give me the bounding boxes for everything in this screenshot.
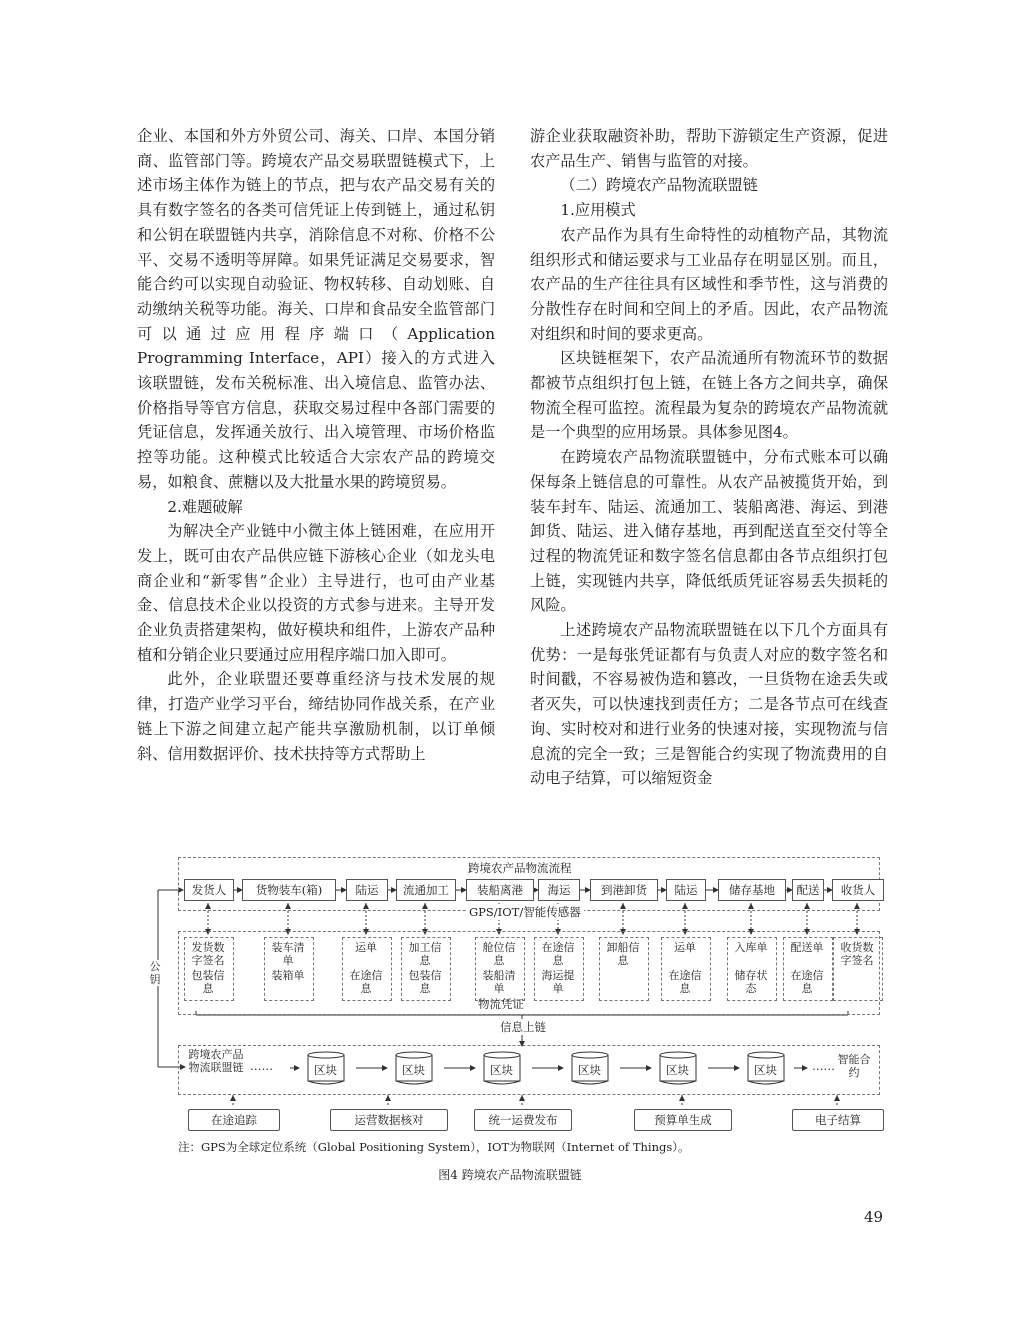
voucher-item: 包装信息 — [191, 969, 225, 995]
right-column-paragraph: 1.应用模式 — [560, 201, 636, 220]
flow-step-box: 收货人 — [832, 879, 884, 901]
voucher-item: 发货数字签名 — [191, 941, 225, 967]
voucher-item: 在途信息 — [541, 941, 575, 967]
smart-contract-label: 智能合约 — [837, 1053, 871, 1079]
voucher-item: 入库单 — [734, 941, 768, 954]
upload-label: 信息上链 — [500, 1020, 546, 1034]
function-tag: 统一运费发布 — [474, 1109, 572, 1131]
voucher-item: 在途信息 — [668, 969, 702, 995]
chain-name: 跨境农产品物流联盟链 — [188, 1048, 244, 1074]
chain-ellipsis-left: …… — [250, 1059, 273, 1073]
block-label: 区块 — [754, 1063, 777, 1077]
block-label: 区块 — [314, 1063, 337, 1077]
function-tag: 在途追踪 — [188, 1109, 280, 1131]
voucher-item: 运单 — [674, 941, 696, 954]
page-number: 49 — [864, 1208, 884, 1226]
voucher-item: 在途信息 — [790, 969, 824, 995]
block-label: 区块 — [578, 1063, 601, 1077]
right-column-paragraph: 游企业获取融资补助，帮助下游锁定生产资源，促进农产品生产、销售与监管的对接。 — [530, 127, 888, 170]
voucher-item: 储存状态 — [734, 969, 768, 995]
right-column-paragraph: 农产品作为具有生命特性的动植物产品，其物流组织形式和储运要求与工业品存在明显区别。而且，农产品的生产往往具有区域性和季节性，这与消费的分散性存在时间和空间上的矛盾。因此，农产品物流对组织和时间的要求更高。 — [530, 225, 888, 343]
flow-title: 跨境农产品物流流程 — [468, 861, 572, 875]
right-column-paragraph: （二）跨境农产品物流联盟链 — [560, 176, 758, 195]
function-tag: 预算单生成 — [634, 1109, 732, 1131]
function-tag: 电子结算 — [792, 1109, 884, 1131]
flow-step-box: 货物装车(箱) — [242, 879, 336, 901]
voucher-item: 装箱单 — [271, 969, 305, 982]
block-label: 区块 — [490, 1063, 513, 1077]
flow-step-box: 装船离港 — [466, 879, 534, 901]
voucher-item: 装船清单 — [482, 969, 516, 995]
sensor-label: GPS/IOT/智能传感器 — [466, 904, 584, 920]
voucher-label: 物流凭证 — [478, 997, 524, 1011]
voucher-item: 加工信息 — [408, 941, 442, 967]
block-label: 区块 — [402, 1063, 425, 1077]
left-column-paragraph: 2.难题破解 — [167, 497, 243, 516]
public-key-label: 公钥 — [149, 960, 161, 986]
figure-caption: 图4 跨境农产品物流联盟链 — [438, 1168, 582, 1182]
voucher-item: 卸船信息 — [606, 941, 640, 967]
flow-step-box: 海运 — [538, 879, 580, 901]
right-column-paragraph: 在跨境农产品物流联盟链中，分布式账本可以确保每条上链信息的可靠性。从农产品被揽货开始，到装车封车、陆运、流通加工、装船离港、海运、到港卸货、陆运、进入储存基地，再到配送直至交付等全过程的物流凭证和数字签名信息都由各节点组织打包上链，实现链内共享，降低纸质凭证容易丢失损耗的风险。 — [530, 448, 888, 615]
left-column-paragraph: 企业、本国和外方外贸公司、海关、口岸、本国分销商、监管部门等。跨境农产品交易联盟链模式下，上述市场主体作为链上的节点，把与农产品交易有关的具有数字签名的各类可信凭证上传到链上，通过私钥和公钥在联盟链内共享，消除信息不对称、价格不公平、交易不透明等屏障。如果凭证满足交易要求，智能合约可以实现自动验证、物权转移、自动划账、自动缴纳关税等功能。海关、口岸和食品安全监管部门可以通过应用程序端口（Application Programming Interface，API）接入的方式进入该联盟链，发布关税标准、出入境信息、监管办法、价格指导等官方信息，获取交易过程中各部门需要的凭证信息，发挥通关放行、出入境管理、市场价格监控等功能。这种模式比较适合大宗农产品的跨境交易，如粮食、蔗糖以及大批量水果的跨境贸易。 — [137, 127, 495, 491]
flow-step-box: 储存基地 — [718, 879, 786, 901]
voucher-item: 包装信息 — [408, 969, 442, 995]
voucher-item: 在途信息 — [349, 969, 383, 995]
flow-step-box: 到港卸货 — [590, 879, 658, 901]
figure-note: 注：GPS为全球定位系统（Global Positioning System），IOT为物联网（Internet of Things）。 — [178, 1140, 690, 1154]
voucher-item: 配送单 — [790, 941, 824, 954]
right-column — [530, 124, 888, 791]
flow-step-box: 流通加工 — [396, 879, 456, 901]
left-column-paragraph: 此外，企业联盟还要尊重经济与技术发展的规律，打造产业学习平台，缔结协同作战关系，在产业链上下游之间建立起产能共享激励机制，以订单倾斜、信用数据评价、技术扶持等方式帮助上 — [137, 670, 495, 763]
flow-step-box: 配送 — [792, 879, 824, 901]
flow-step-box: 陆运 — [346, 879, 388, 901]
left-column — [137, 124, 495, 766]
voucher-item: 收货数字签名 — [840, 941, 874, 967]
figure-4-diagram — [148, 855, 890, 1165]
voucher-item: 海运提单 — [541, 969, 575, 995]
chain-ellipsis-right: …… — [812, 1059, 835, 1073]
block-label: 区块 — [666, 1063, 689, 1077]
voucher-item: 装车清单 — [271, 941, 305, 967]
function-tag: 运营数据核对 — [330, 1109, 448, 1131]
right-column-paragraph: 上述跨境农产品物流联盟链在以下几个方面具有优势：一是每张凭证都有与负责人对应的数字签名和时间戳，不容易被伪造和篡改，一旦货物在途丢失或者灭失，可以快速找到责任方；二是各节点可在线查询、实时校对和进行业务的快速对接，实现物流与信息流的完全一致；三是智能合约实现了物流费用的自动电子结算，可以缩短资金 — [530, 621, 888, 788]
voucher-item: 舱位信息 — [482, 941, 516, 967]
left-column-paragraph: 为解决全产业链中小微主体上链困难，在应用开发上，既可由农产品供应链下游核心企业（如龙头电商企业和“新零售”企业）主导进行，也可由产业基金、信息技术企业以投资的方式参与进来。主导开发企业负责搭建架构，做好模块和组件，上游农产品种植和分销企业只要通过应用程序端口加入即可。 — [137, 522, 495, 664]
flow-step-box: 陆运 — [666, 879, 706, 901]
right-column-paragraph: 区块链框架下，农产品流通所有物流环节的数据都被节点组织打包上链，在链上各方之间共享，确保物流全程可监控。流程最为复杂的跨境农产品物流就是一个典型的应用场景。具体参见图4。 — [530, 349, 888, 442]
flow-step-box: 发货人 — [184, 879, 234, 901]
voucher-item: 运单 — [355, 941, 377, 954]
